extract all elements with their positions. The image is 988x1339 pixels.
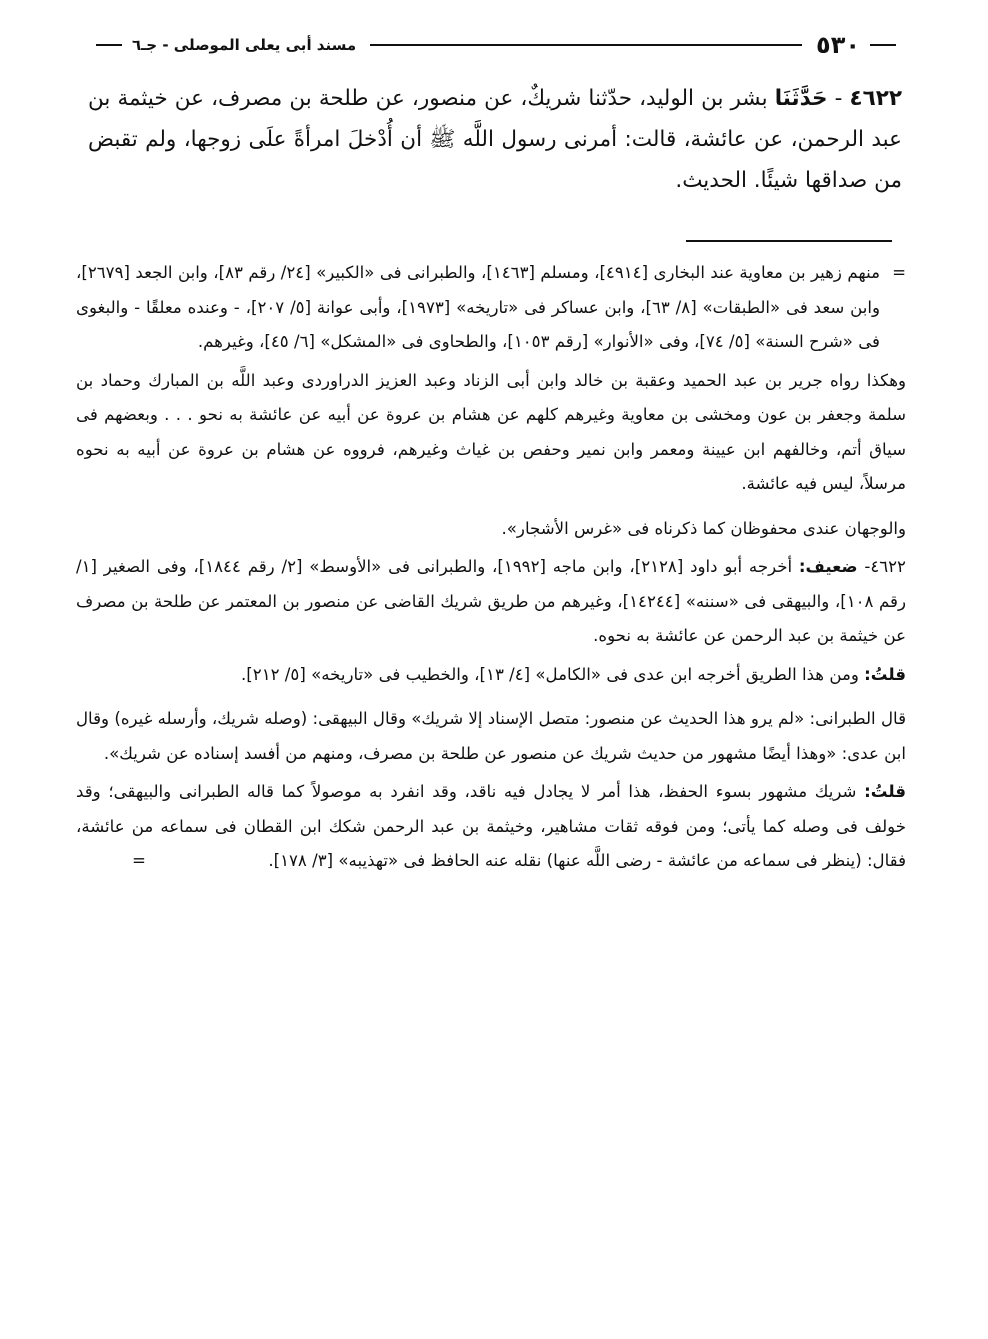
- footnote-separator: [686, 240, 892, 242]
- hadith-haddathana: حَدَّثَنَا: [774, 86, 828, 111]
- footnote-p2: وهكذا رواه جرير بن عبد الحميد وعقبة بن خالد وابن أبى الزناد وعبد العزيز الدراوردى وعبد اللَّه بن المبارك وحماد بن سلمة وجعفر بن عون ومخشى بن معاوية وغيرهم كلهم عن هشام بن عروة عن أبيه عن عائشة به نحو . . . وبعضهم فى سياق أتم، وخالفهم ابن عيينة ومعمر وابن نمير وحفص بن غياث وغيرهم، فرووه عن هشام بن عروة عن أبيه به نحوه مرسلاً، ليس فيه عائشة.: [76, 370, 906, 493]
- footnote-p4-text: أخرجه أبو داود [٢١٢٨]، وابن ماجه [١٩٩٢]، والطبرانى فى «الأوسط» [٢/ رقم ١٨٤٤]، وفى الصغير [١/ رقم ١٠٨]، والبيهقى فى «سننه» [١٤٢٤٤]، وغيرهم من طريق شريك القاضى عن منصور بن المعتمر عن طلحة بن مصرف عن خيثمة بن عبد الرحمن عن عائشة به نحوه.: [76, 557, 906, 645]
- footnote-p5: [76, 658, 906, 693]
- header-rule: [370, 44, 802, 46]
- footnotes: [76, 256, 906, 883]
- book-title: مسند أبى يعلى الموصلى - جـ٦: [132, 36, 357, 54]
- footnote-p1: منهم زهير بن معاوية عند البخارى [٤٩١٤]، ومسلم [١٤٦٣]، والطبرانى فى «الكبير» [٢٤/ رقم ٨٣]، وابن الجعد [٢٦٧٩]، وابن سعد فى «الطبقات» [٨/ ٦٣]، وابن عساكر فى «تاريخه» [١٩٧٣]، وأبى عوانة [٥/ ٢٠٧]، - وعنده معلقًا - والبغوى فى «شرح السنة» [٥/ ٧٤]، وفى «الأنوار» [رقم ١٠٥٣]، والطحاوى فى «المشكل» [٦/ ٤٥]، وغيرهم.: [76, 263, 880, 351]
- qultu-label-2: قلتُ:: [864, 782, 906, 801]
- end-continuation-marker: =: [132, 851, 146, 870]
- hadith-text: ٤٦٢٢ - حَدَّثَنَا بشر بن الوليد، حدّثنا شريكٌ، عن منصور، عن طلحة بن مصرف، عن خيثمة بن عبد الرحمن، عن عائشة، قالت: أمرنى رسول اللَّه ﷺ أن أُدْخلَ امرأةً علَى زوجها، ولم تقبض من صداقها شيئًا. الحديث.: [88, 86, 902, 193]
- footnote-p4: [76, 550, 906, 654]
- footnote-p7-text: شريك مشهور بسوء الحفظ، هذا أمر لا يجادل فيه ناقد، وقد انفرد به موصولاً كما قاله الطبرانى والبيهقى؛ وقد خولف فى وصله كما يأتى؛ ومن فوقه ثقات مشاهير، وخيثمة بن عبد الرحمن شكك ابن القطان فى سماعه من عائشة، فقال: (ينظر فى سماعه من عائشة - رضى اللَّه عنها) نقله عنه الحافظ فى «تهذيبه» [٣/ ١٧٨].: [76, 782, 906, 870]
- footnote-number: ٤٦٢٢-: [864, 557, 906, 576]
- footnote-p3: والوجهان عندى محفوظان كما ذكرناه فى «غرس الأشجار».: [501, 518, 906, 538]
- footnote-p7: [76, 775, 906, 879]
- page-header: [90, 30, 902, 60]
- header-dash: [870, 44, 896, 46]
- footnote-continuation: [76, 256, 906, 360]
- header-dash-end: [96, 44, 122, 46]
- footnote-p6: قال الطبرانى: «لم يرو هذا الحديث عن منصور: متصل الإسناد إلا شريك» وقال البيهقى: (وصله شريك، وأرسله غيره) وقال ابن عدى: «وهذا أيضًا مشهور من حديث شريك عن منصور عن طلحة بن مصرف، ومنهم من أفسد إسناده عن شريك».: [76, 709, 906, 763]
- footnote-p5-text: ومن هذا الطريق أخرجه ابن عدى فى «الكامل» [٤/ ١٣]، والخطيب فى «تاريخه» [٥/ ٢١٢].: [241, 664, 859, 684]
- page-number: ٥٣٠: [816, 31, 860, 59]
- grading-label: ضعيف:: [798, 557, 858, 576]
- continuation-marker: =: [892, 263, 906, 282]
- hadith-number: ٤٦٢٢: [849, 86, 902, 111]
- hadith-body: بشر بن الوليد، حدّثنا شريكٌ، عن منصور، عن طلحة بن مصرف، عن خيثمة بن عبد الرحمن، عن عائشة، قالت: أمرنى رسول اللَّه ﷺ أن أُدْخلَ امرأةً علَى زوجها، ولم تقبض من صداقها شيئًا. الحديث.: [88, 86, 902, 193]
- qultu-label: قلتُ:: [864, 664, 906, 684]
